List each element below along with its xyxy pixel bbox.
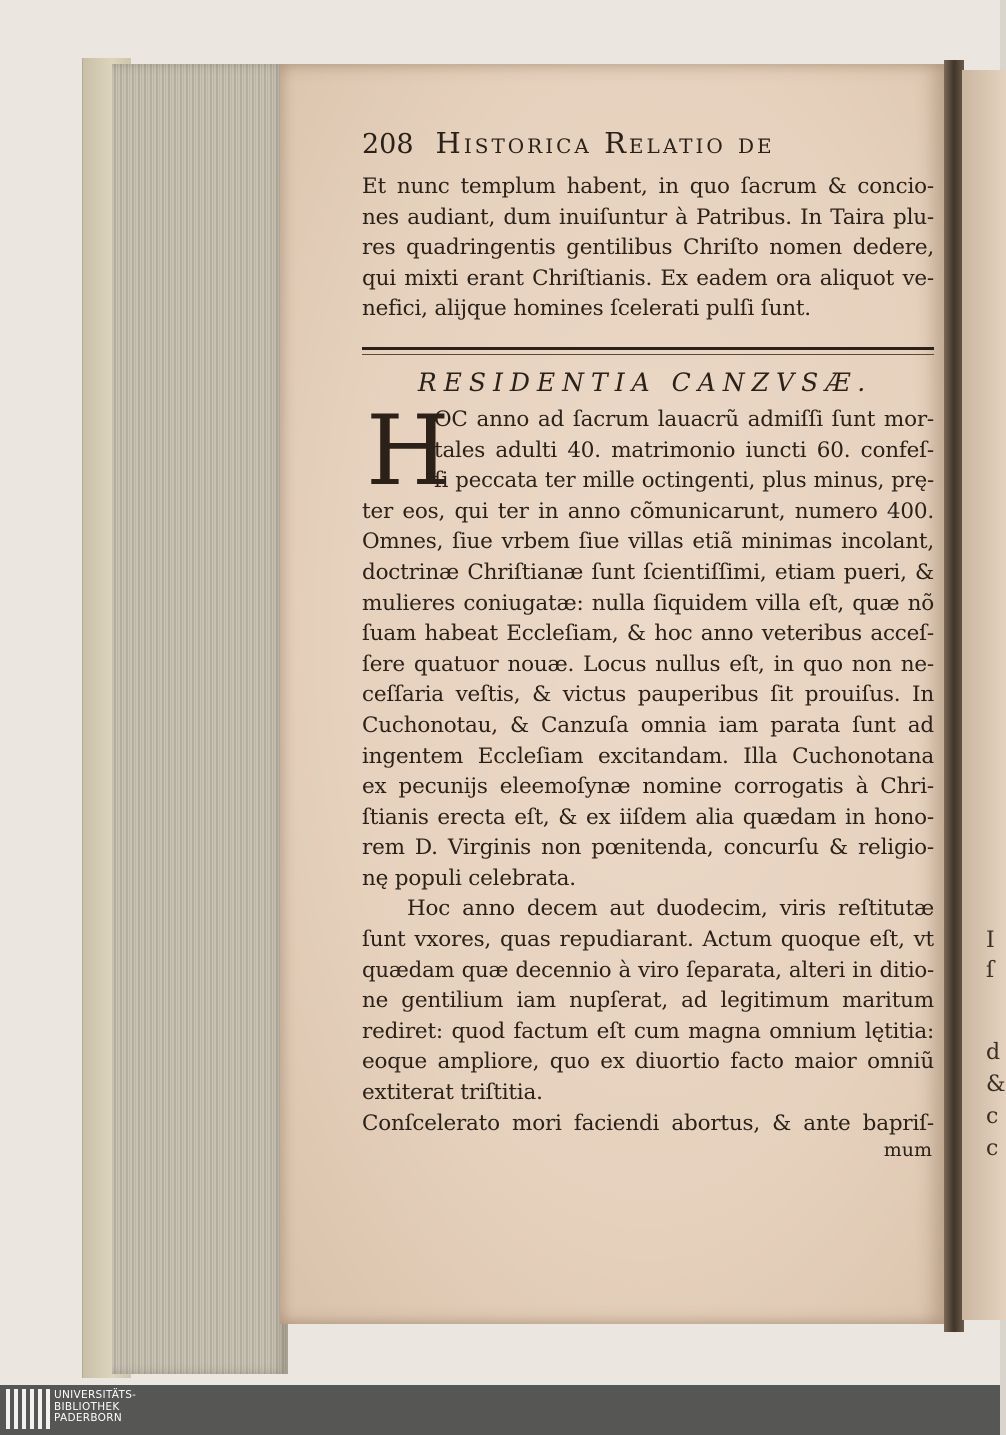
text-line: ingentem Eccleſiam excitandam. Illa Cuchonotana: [362, 743, 934, 769]
text-line: nę populi celebrata.: [362, 865, 576, 891]
library-name: [54, 1390, 136, 1425]
page-text-block: [362, 126, 938, 1169]
text-line: extiterat triſtitia.: [362, 1080, 543, 1106]
text-line: qui mixti erant Chriſtianis. Ex eadem ora aliquot ve-: [362, 265, 934, 291]
text-line: rediret: quod factum eſt cum magna omnium lętitia:: [362, 1018, 934, 1044]
library-name-line: UNIVERSITÄTS-: [54, 1389, 137, 1401]
section-rule-thin: [362, 354, 934, 355]
library-name-line: BIBLIOTHEK: [54, 1400, 120, 1413]
text-line: nes audiant, dum inuiſuntur à Patribus. In Taira plu-: [362, 204, 934, 230]
running-head: [362, 126, 938, 172]
paragraph-main-opening: [362, 394, 938, 507]
text-line: quædam quæ decennio à viro ſeparata, alteri in ditio-: [362, 957, 934, 983]
running-title: Historica Relatio de: [435, 126, 775, 160]
text-line: Conſcelerato mori faciendi abortus, & ante bapriſ-: [362, 1110, 934, 1136]
section-rule: [362, 347, 934, 350]
drop-cap: H: [366, 394, 450, 507]
paragraph-third: [362, 1109, 938, 1140]
text-line: ſere quatuor nouæ. Locus nullus eſt, in quo non ne-: [362, 651, 934, 677]
text-line: Hoc anno decem aut duodecim, viris reſtitutæ: [407, 896, 934, 922]
library-logo-icon: [6, 1389, 50, 1429]
paragraph-second: [362, 894, 938, 1108]
text-line: Cuchonotau, & Canzuſa omnia iam parata ſunt ad: [362, 712, 934, 738]
facing-page-letter: c: [986, 1136, 999, 1161]
text-line: mulieres coniugatæ: nulla ſiquidem villa eſt, quæ nõ: [362, 590, 934, 616]
text-line: ex pecunijs eleemoſynæ nomine corrogatis à Chri-: [362, 774, 934, 800]
text-line: res quadringentis gentilibus Chriſto nomen dedere,: [362, 235, 934, 261]
text-line: ſunt vxores, quas repudiarant. Actum quoque eſt, vt: [362, 927, 934, 953]
text-line: eoque ampliore, quo ex diuortio facto maior omniũ: [362, 1049, 934, 1075]
text-line: ſtianis erecta eſt, & ex iiſdem alia quædam in hono-: [362, 804, 934, 830]
text-line: Omnes, ſiue vrbem ſiue villas etiã minimas incolant,: [362, 529, 934, 555]
facing-page-letter: d: [986, 1040, 1001, 1065]
text-line: tales adulti 40. matrimonio iuncti 60. confeſ-: [434, 437, 934, 463]
text-line: Et nunc templum habent, in quo ſacrum & concio-: [362, 174, 934, 199]
facing-page-letter: c: [986, 1104, 999, 1129]
text-line: nefici, alijque homines ſcelerati pulſi ſunt.: [362, 296, 811, 322]
text-line: rem D. Virginis non pœnitenda, concurſu & religio-: [362, 835, 934, 861]
facing-page-edge: [962, 70, 1006, 1320]
facing-page-letter: &: [986, 1072, 1006, 1097]
page-number: 208: [362, 129, 414, 160]
catchword-line: [362, 1139, 938, 1169]
facing-page-letter: ſ: [986, 958, 995, 983]
facing-page-letter: I: [986, 928, 995, 953]
section-heading: RESIDENTIA CANZVSÆ.: [417, 367, 873, 397]
paragraph-main: [362, 497, 938, 895]
book-gutter: [944, 60, 964, 1332]
text-line: ſi peccata ter mille octingenti, plus minus, prę-: [434, 468, 934, 494]
paragraph-top: [362, 172, 938, 325]
text-line: ter eos, qui ter in anno cõmunicarunt, numero 400.: [362, 498, 934, 524]
text-line: ne gentilium iam nupſerat, ad legitimum maritum: [362, 988, 934, 1014]
library-name-line: PADERBORN: [54, 1412, 122, 1424]
text-line: ceſſaria veſtis, & victus pauperibus ſit prouiſus. In: [362, 682, 934, 708]
text-line: doctrinæ Chriſtianæ ſunt ſcientiſſimi, etiam pueri, &: [362, 559, 934, 585]
page-fore-edge: [112, 64, 288, 1374]
library-footer-bar: [0, 1385, 1000, 1435]
text-line: OC anno ad ſacrum lauacrũ admiſſi ſunt mor-: [434, 406, 934, 432]
catchword: mum: [883, 1139, 932, 1162]
text-line: ſuam habeat Eccleſiam, & hoc anno veteribus acceſ-: [362, 621, 934, 647]
